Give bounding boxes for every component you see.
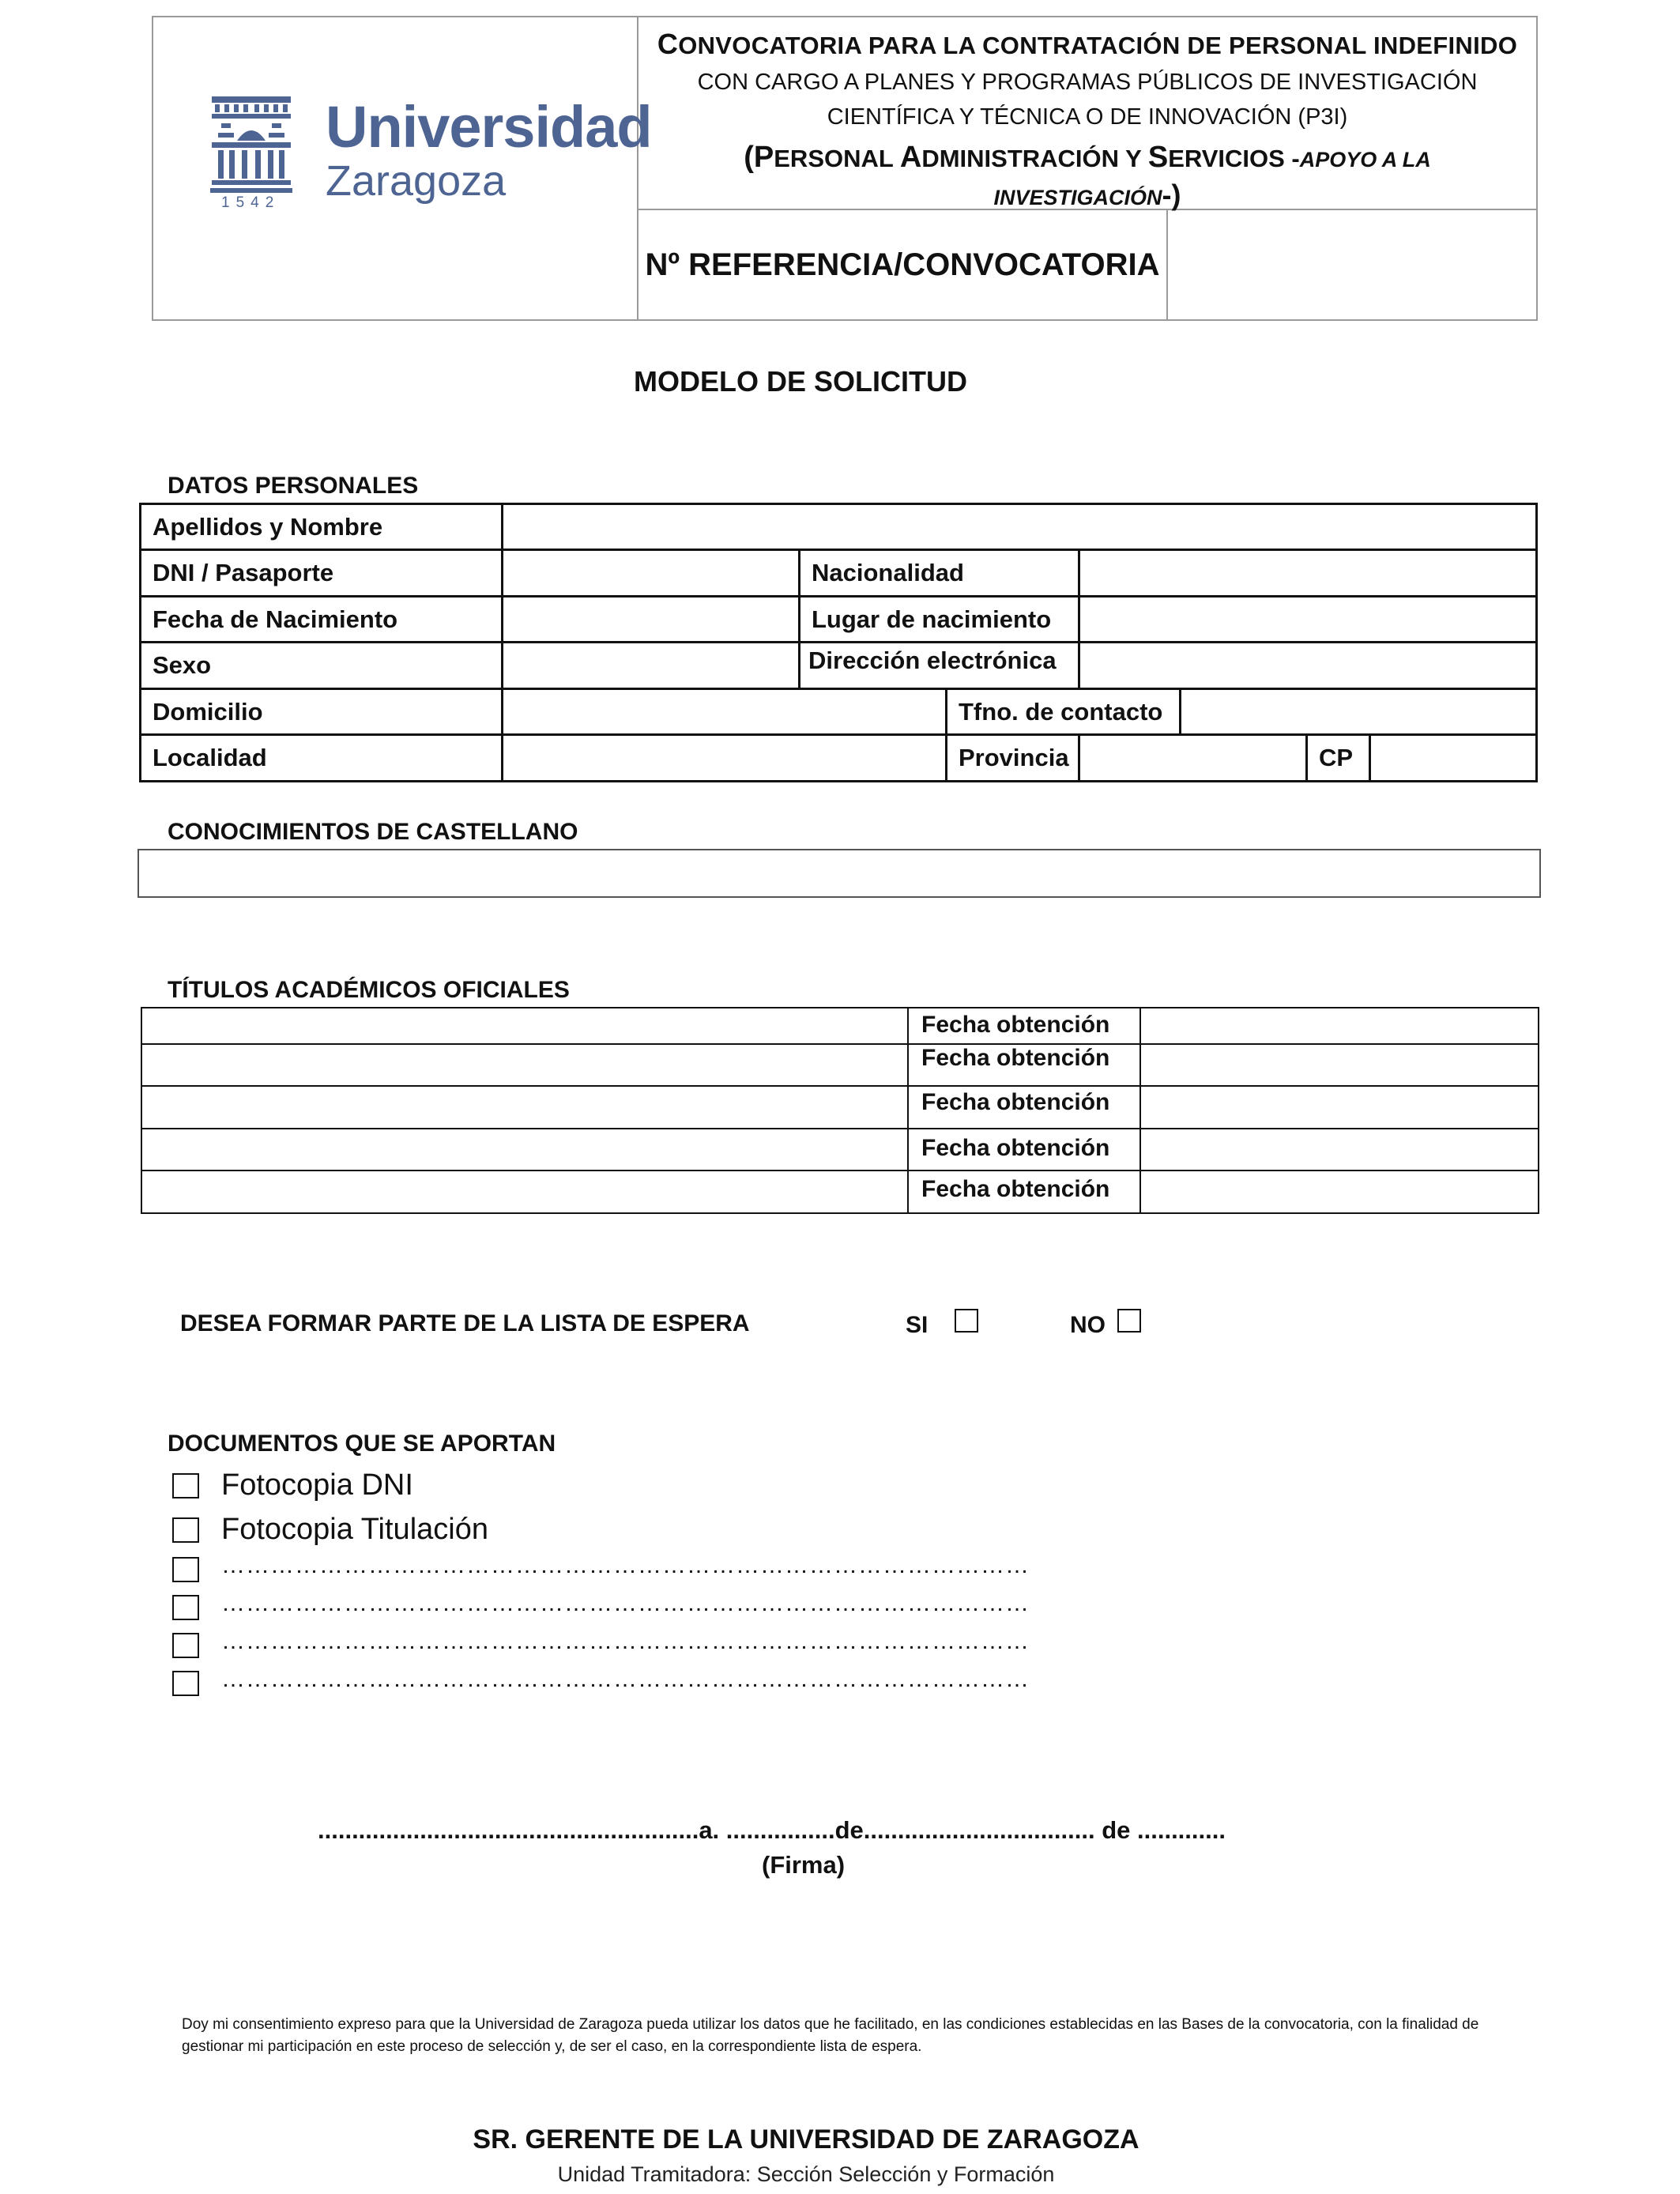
call-title-line-5: INVESTIGACIÓN-)	[993, 179, 1181, 211]
titulo-fecha-input[interactable]	[1141, 1171, 1538, 1212]
documentos-heading: DOCUMENTOS QUE SE APORTAN	[168, 1431, 556, 1457]
reference-label: Nº REFERENCIA/CONVOCATORIA	[638, 210, 1168, 319]
titulo-fecha-label: Fecha obtención	[921, 1089, 1110, 1115]
input-telefono[interactable]	[1181, 690, 1535, 733]
documento-item-otro[interactable]: ………………………………………………………………………………………	[221, 1628, 1030, 1654]
titulo-input[interactable]	[142, 1171, 907, 1212]
documento-checkbox-otro[interactable]	[172, 1671, 199, 1696]
lista-espera-no-label: NO	[1070, 1312, 1106, 1338]
input-domicilio[interactable]	[503, 690, 945, 733]
castellano-input[interactable]	[137, 849, 1541, 898]
titulo-fecha-label: Fecha obtención	[921, 1045, 1110, 1071]
label-domicilio: Domicilio	[153, 697, 263, 726]
input-nacionalidad[interactable]	[1080, 551, 1535, 595]
logo-city-name: Zaragoza	[326, 157, 507, 205]
lista-espera-si-label: SI	[906, 1312, 929, 1338]
page-title: MODELO DE SOLICITUD	[634, 365, 967, 398]
documento-checkbox-otro[interactable]	[172, 1557, 199, 1582]
label-dni: DNI / Pasaporte	[153, 559, 334, 586]
titulo-input[interactable]	[142, 1045, 907, 1085]
personal-data-table	[139, 503, 1538, 782]
documento-checkbox-dni[interactable]	[172, 1473, 199, 1498]
place-date-line[interactable]: ........................................................a. ................de.................................. de .............	[318, 1816, 1226, 1844]
label-direccion-electronica: Dirección electrónica	[808, 647, 1057, 674]
documento-item-dni: Fotocopia DNI	[221, 1468, 413, 1502]
lista-espera-no-checkbox[interactable]	[1117, 1309, 1141, 1333]
documento-item-titulacion: Fotocopia Titulación	[221, 1513, 488, 1546]
input-direccion-electronica[interactable]	[1080, 643, 1535, 688]
label-sexo: Sexo	[153, 651, 212, 679]
titulo-fecha-input[interactable]	[1141, 1008, 1538, 1043]
documento-item-otro[interactable]: ………………………………………………………………………………………	[221, 1590, 1030, 1616]
titulo-input[interactable]	[142, 1008, 907, 1043]
call-title-cell	[638, 17, 1536, 210]
university-building-icon	[210, 96, 292, 207]
label-telefono: Tfno. de contacto	[959, 697, 1163, 726]
documento-checkbox-otro[interactable]	[172, 1633, 199, 1658]
signature-label: (Firma)	[762, 1851, 846, 1879]
lista-espera-question: DESEA FORMAR PARTE DE LA LISTA DE ESPERA	[180, 1310, 750, 1336]
label-lugar-nacimiento: Lugar de nacimiento	[812, 605, 1052, 633]
input-cp[interactable]	[1371, 736, 1535, 780]
label-fecha-nacimiento: Fecha de Nacimiento	[153, 605, 398, 633]
input-lugar-nacimiento[interactable]	[1080, 598, 1535, 641]
logo-university-name: Universidad	[326, 94, 652, 160]
titulo-fecha-label: Fecha obtención	[921, 1012, 1110, 1038]
label-localidad: Localidad	[153, 744, 267, 771]
lista-espera-si-checkbox[interactable]	[955, 1309, 978, 1333]
label-provincia: Provincia	[959, 744, 1069, 771]
titulo-fecha-input[interactable]	[1141, 1129, 1538, 1170]
processing-unit: Unidad Tramitadora: Sección Selección y Formación	[557, 2162, 1055, 2186]
recipient-title: SR. GERENTE DE LA UNIVERSIDAD DE ZARAGOZA	[473, 2124, 1139, 2154]
personal-data-heading: DATOS PERSONALES	[168, 473, 419, 499]
titulo-input[interactable]	[142, 1129, 907, 1170]
logo-cell	[153, 17, 652, 319]
castellano-heading: CONOCIMIENTOS DE CASTELLANO	[168, 819, 578, 845]
call-title-line-3: CIENTÍFICA Y TÉCNICA O DE INNOVACIÓN (P3I)	[827, 104, 1348, 130]
input-apellidos-nombre[interactable]	[503, 505, 1535, 548]
documento-checkbox-otro[interactable]	[172, 1595, 199, 1620]
input-dni[interactable]	[503, 551, 798, 595]
titulo-fecha-label: Fecha obtención	[921, 1176, 1110, 1202]
call-title-line-4: (PERSONAL ADMINISTRACIÓN Y SERVICIOS -APOYO A LA	[744, 141, 1431, 174]
titulo-fecha-label: Fecha obtención	[921, 1135, 1110, 1161]
call-title-line-2: CON CARGO A PLANES Y PROGRAMAS PÚBLICOS DE INVESTIGACIÓN	[697, 70, 1478, 95]
label-cp: CP	[1319, 744, 1354, 771]
input-fecha-nacimiento[interactable]	[503, 598, 798, 641]
documento-checkbox-titulacion[interactable]	[172, 1517, 199, 1543]
label-apellidos-nombre: Apellidos y Nombre	[153, 512, 383, 541]
logo-year: 1542	[221, 194, 281, 211]
titulos-heading: TÍTULOS ACADÉMICOS OFICIALES	[168, 977, 570, 1003]
titulo-input[interactable]	[142, 1087, 907, 1128]
header-box	[152, 16, 1538, 321]
titulo-fecha-input[interactable]	[1141, 1045, 1538, 1085]
input-sexo[interactable]	[503, 643, 798, 688]
consent-text: Doy mi consentimiento expreso para que la Universidad de Zaragoza pueda utilizar los datos que he facilitado, en las condiciones establecidas en las Bases de la convocatoria, con la finalidad de gestionar mi participación en este proceso de selección y, de ser el caso, en la correspondiente lista de espera.	[182, 2016, 1479, 2055]
titulo-fecha-input[interactable]	[1141, 1087, 1538, 1128]
input-localidad[interactable]	[503, 736, 945, 780]
input-provincia[interactable]	[1080, 736, 1305, 780]
call-title-line-1: CONVOCATORIA PARA LA CONTRATACIÓN DE PERSONAL INDEFINIDO	[657, 28, 1518, 60]
label-nacionalidad: Nacionalidad	[812, 559, 964, 586]
documento-item-otro[interactable]: ………………………………………………………………………………………	[221, 1666, 1030, 1692]
reference-input[interactable]	[1168, 210, 1536, 319]
titulos-table	[141, 1007, 1539, 1214]
documento-item-otro[interactable]: ………………………………………………………………………………………	[221, 1552, 1030, 1578]
